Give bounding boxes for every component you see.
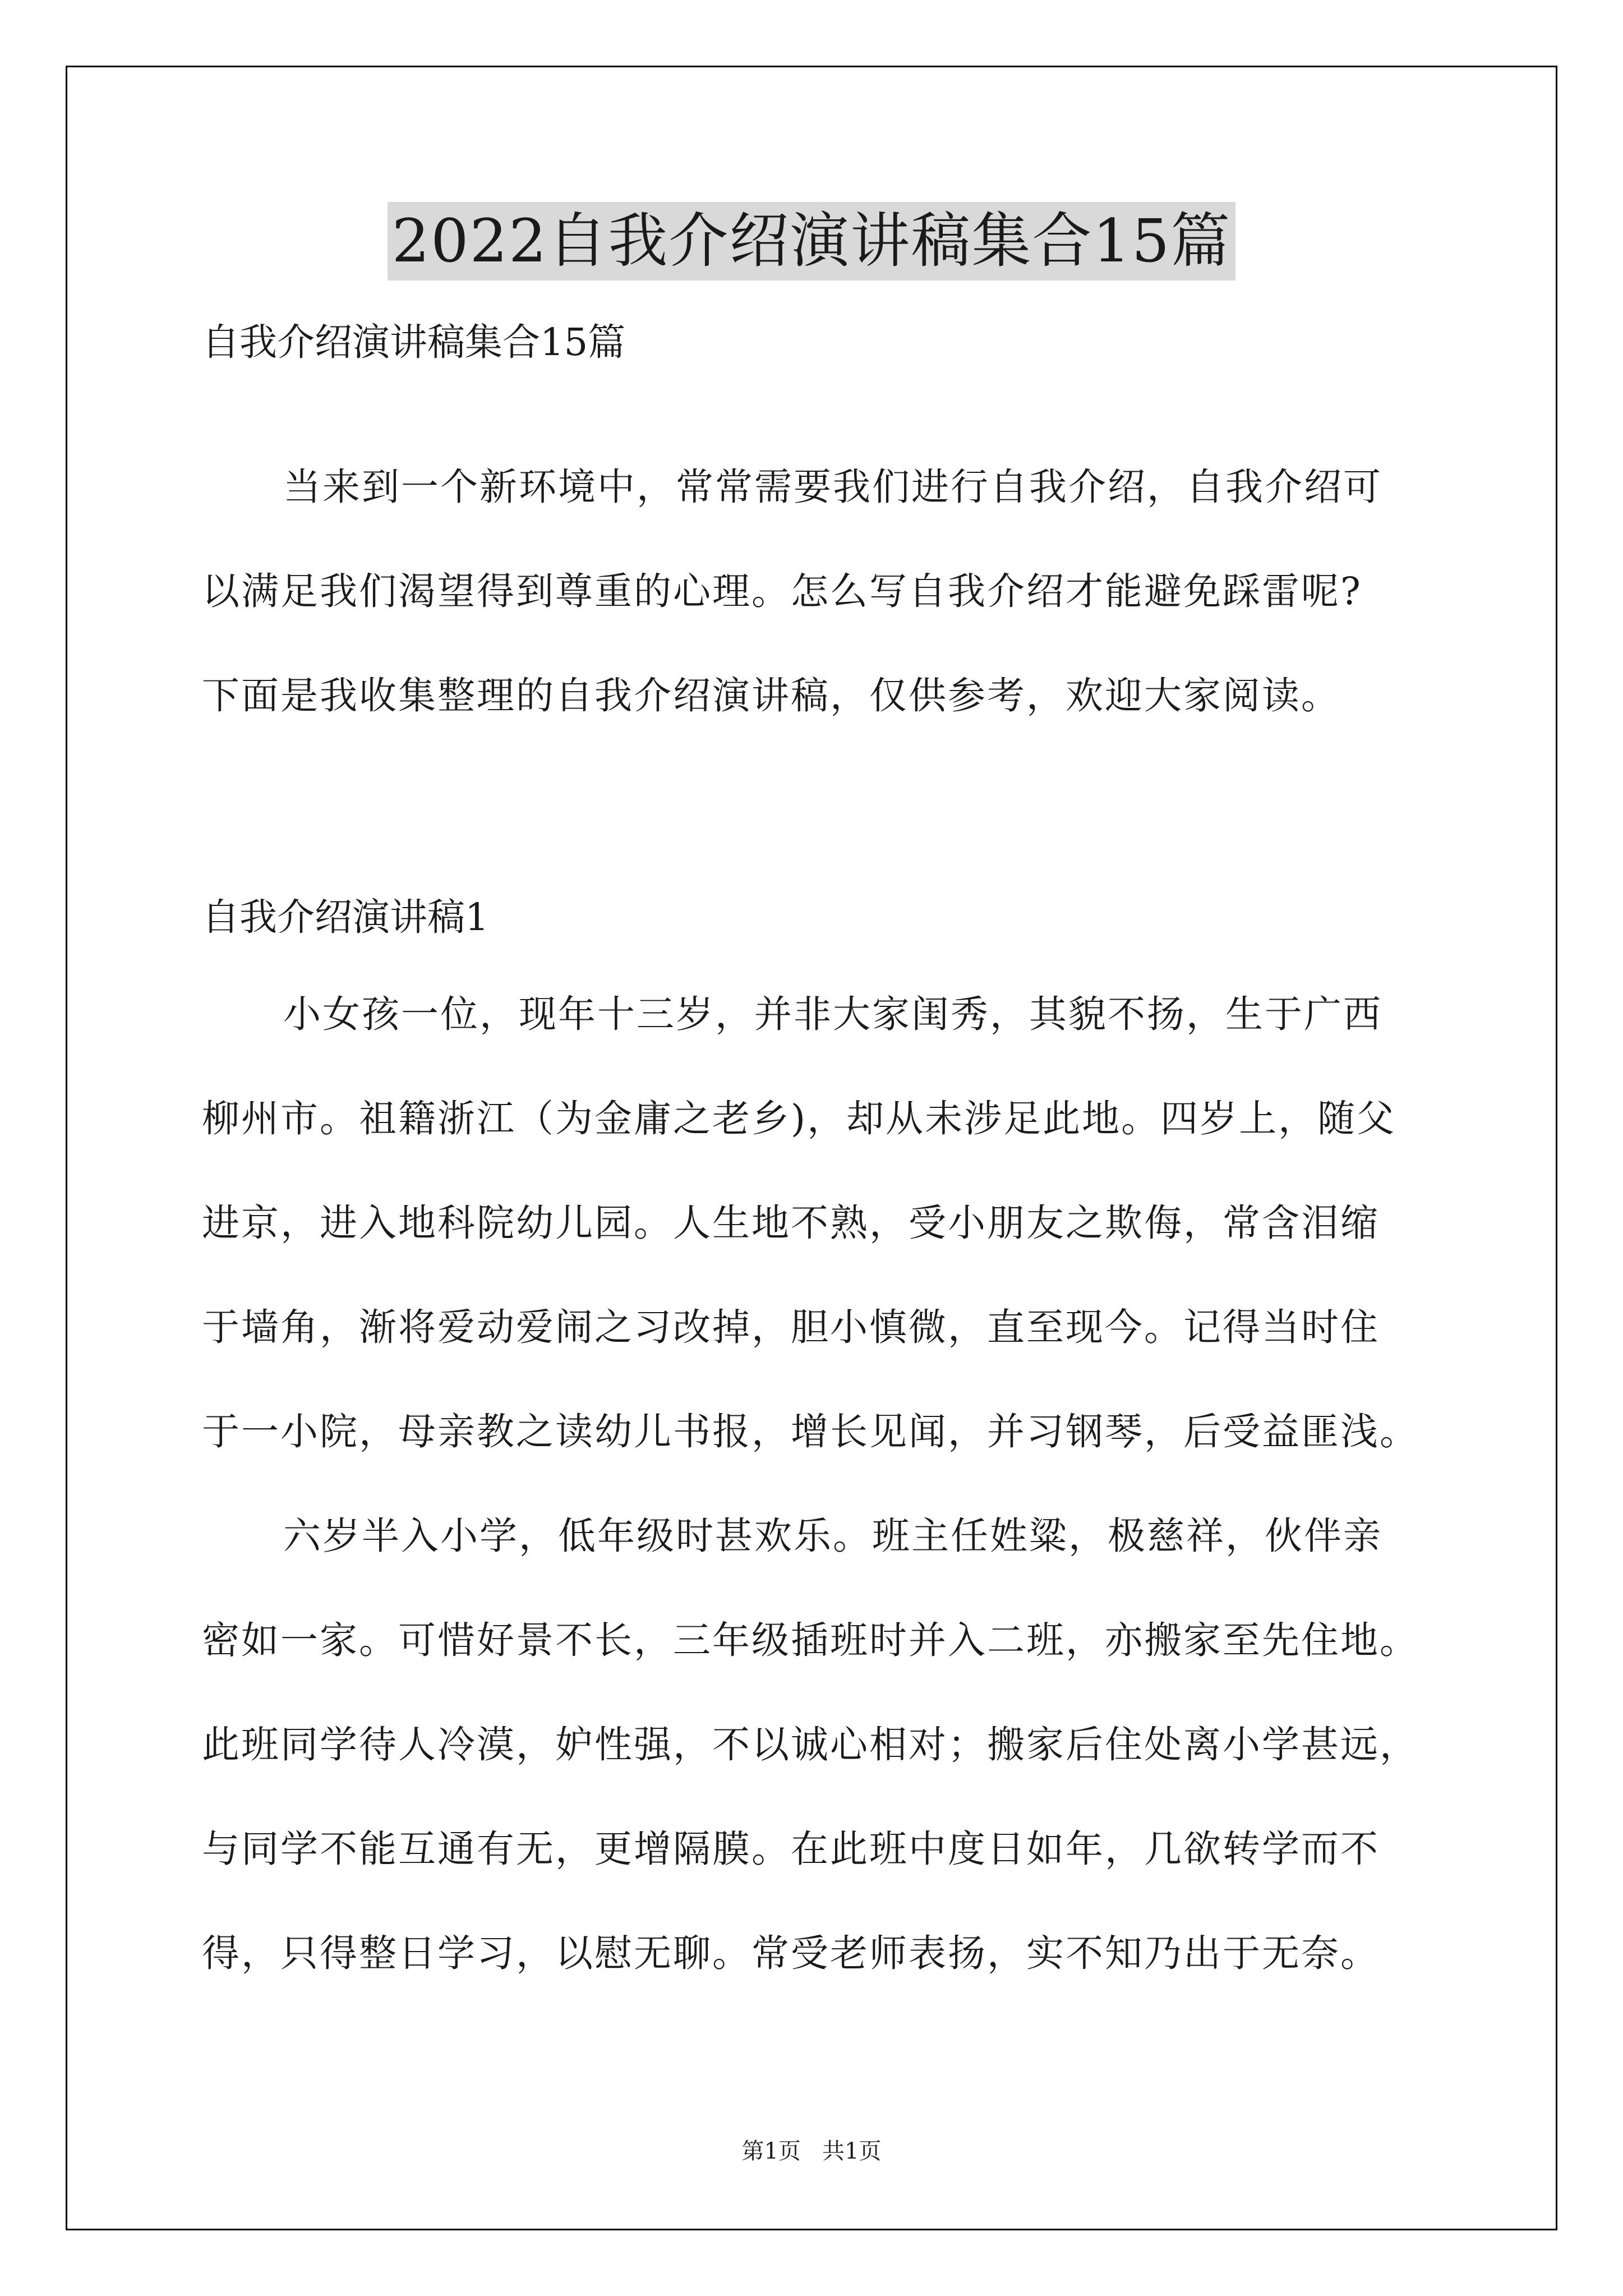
paragraph-line: 进京，进入地科院幼儿园。人生地不熟，受小朋友之欺侮，常含泪缩 (202, 1201, 1380, 1245)
paragraph-2 (202, 1484, 1458, 2005)
intro-line: 以满足我们渴望得到尊重的心理。怎么写自我介绍才能避免踩雷呢? (202, 569, 1362, 613)
paragraph-line: 此班同学待人冷漠，妒性强，不以诚心相对；搬家后住处离小学甚远， (202, 1723, 1419, 1766)
paragraph-line: 于一小院，母亲教之读幼儿书报，增长见闻，并习钢琴，后受益匪浅。 (202, 1410, 1419, 1453)
page-footer: 第1页 共1页 (741, 2138, 882, 2164)
section-heading: 自我介绍演讲稿1 (202, 895, 489, 939)
paragraph-line: 与同学不能互通有无，更增隔膜。在此班中度日如年，几欲转学而不 (202, 1827, 1380, 1871)
paragraph-line: 小女孩一位，现年十三岁，并非大家闺秀，其貌不扬，生于广西 (283, 992, 1382, 1036)
paragraph-line: 得，只得整日学习，以慰无聊。常受老师表扬，实不知乃出于无奈。 (202, 1931, 1380, 1975)
intro-line: 当来到一个新环境中，常常需要我们进行自我介绍，自我介绍可 (283, 465, 1382, 509)
paragraph-line: 六岁半入小学，低年级时甚欢乐。班主任姓粱，极慈祥，伙伴亲 (283, 1514, 1382, 1558)
title-container (0, 202, 1623, 280)
document-title: 2022自我介绍演讲稿集合15篇 (388, 202, 1236, 280)
paragraph-line: 于墙角，渐将爱动爱闹之习改掉，胆小慎微，直至现今。记得当时住 (202, 1305, 1380, 1349)
paragraph-line: 密如一家。可惜好景不长，三年级插班时并入二班，亦搬家至先住地。 (202, 1618, 1419, 1662)
intro-paragraph (202, 435, 1458, 748)
paragraph-line: 柳州市。祖籍浙江（为金庸之老乡)，却从未涉足此地。四岁上，随父 (202, 1097, 1396, 1140)
document-subtitle: 自我介绍演讲稿集合15篇 (202, 320, 626, 364)
paragraph-1 (202, 962, 1458, 1484)
intro-line: 下面是我收集整理的自我介绍演讲稿，仅供参考，欢迎大家阅读。 (202, 674, 1340, 717)
